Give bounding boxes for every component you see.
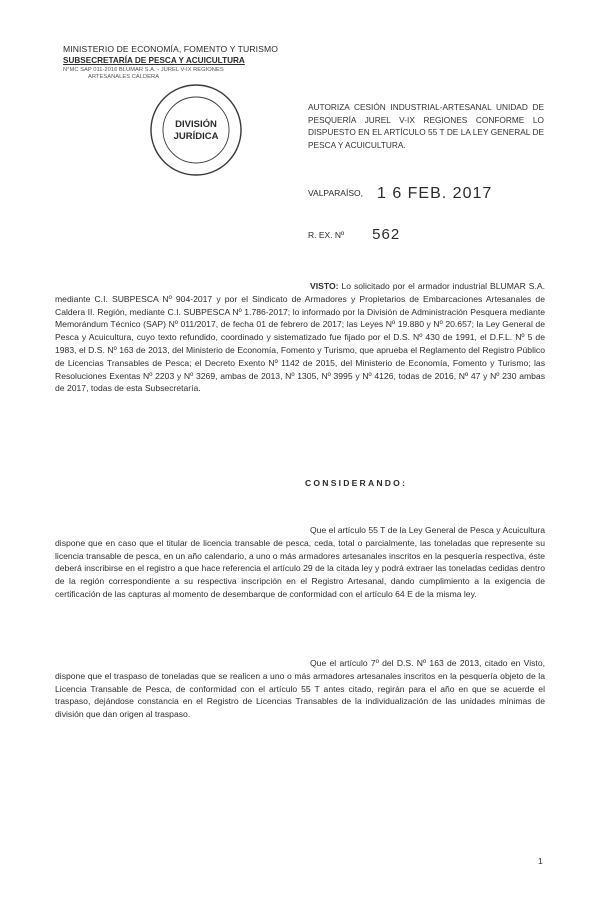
considerando-heading: CONSIDERANDO: bbox=[305, 478, 408, 488]
division-juridica-stamp bbox=[148, 82, 244, 178]
resolution-label: R. EX. Nº bbox=[308, 230, 345, 240]
considerando-paragraph-1: Que el artículo 55 T de la Ley General de Pesca y Acuicultura dispone que en caso que el titular de licencia transable de pesca, ceda, total o parcialmente, las toneladas que represente su licencia transable de pesca, en un año calendario, a uno o más armadores artesanales inscritos en la pesquería respectiva, éste deberá inscribirse en el registro a que hace referencia el artículo 29 de la citada ley y podrá extraer las toneladas cedidas dentro de la región correspondiente a su respectiva inscripción en el Registro Artesanal, dando cumplimiento a la exigencia de certificación de las capturas al momento de desembarque de conformidad con el artículo 64 E de la misma ley. bbox=[55, 525, 545, 599]
reference-line-2: ARTESANALES CALDERA bbox=[88, 74, 160, 80]
considerando-paragraph-2: Que el artículo 7º del D.S. Nº 163 de 2013, citado en Visto, dispone que el traspaso de toneladas que se realicen a uno o más armadores artesanales inscritos en la pesquería objeto de la Licencia Transable de Pesca, de conformidad con el artículo 55 T antes citado, regirán para el año en que se acuerde el traspaso, dejándose constancia en el Registro de Licencias Transables de la individualización de las unidades mínimas de división que dan origen al traspaso. bbox=[55, 658, 545, 720]
stamp-line-1: DIVISIÓN bbox=[175, 119, 217, 130]
page-number: 1 bbox=[538, 856, 543, 866]
subsecretaria-name: SUBSECRETARÍA DE PESCA Y ACUICULTURA bbox=[63, 56, 245, 65]
reference-line: N°MC SAP 011-2016 BLUMAR S.A. - JUREL V-IX REGIONES bbox=[63, 67, 224, 73]
visto-text: Lo solicitado por el armador industrial BLUMAR S.A. mediante C.I. SUBPESCA Nº 904-2017 y por el Sindicato de Armadores y Propietarios de Embarcaciones Artesanales de Caldera II. Región, mediante C.I. SUBPESCA Nº 1.786-2017; lo informado por la División de Administración Pesquera mediante Memorándum Técnico (SAP) Nº 011/2017, de fecha 01 de febrero de 2017; las Leyes Nº 19.880 y Nº 20.657; la Ley General de Pesca y Acuicultura, cuyo texto refundido, coordinado y sistematizado fue fijado por el D.S. Nº 430 de 1991, el D.F.L. Nº 5 de 1983, el D.S. Nº 163 de 2013, del Ministerio de Economía, Fomento y Turismo, que aprueba el Reglamento del Registro Público de Licencias Transables de Pesca; el Decreto Exento Nº 1142 de 2015, del Ministerio de Economía, Fomento y Turismo; las Resoluciones Exentas Nº 2203 y Nº 3269, ambas de 2013, Nº 1305, Nº 3995 y Nº 4126, todas de 2016, Nº 47 y Nº 230 ambas de 2017, todas de esta Subsecretaría. bbox=[55, 281, 546, 394]
date-stamp: 1 6 FEB. 2017 bbox=[376, 185, 493, 202]
resolution-number-line bbox=[308, 226, 400, 243]
visto-label: VISTO: bbox=[310, 281, 339, 291]
visto-paragraph bbox=[55, 280, 545, 395]
letterhead bbox=[63, 44, 293, 80]
date-place: VALPARAÍSO, bbox=[308, 188, 363, 198]
resolution-title: AUTORIZA CESIÓN INDUSTRIAL-ARTESANAL UNIDAD DE PESQUERÍA JUREL V-IX REGIONES CONFORME LO DISPUESTO EN EL ARTÍCULO 55 T DE LA LEY GENERAL DE PESCA Y ACUICULTURA. bbox=[308, 102, 544, 150]
date-line bbox=[308, 185, 492, 203]
stamp-line-2: JURÍDICA bbox=[173, 131, 219, 142]
resolution-number: 562 bbox=[372, 226, 401, 243]
ministry-name: MINISTERIO DE ECONOMÍA, FOMENTO Y TURISMO bbox=[63, 44, 278, 54]
